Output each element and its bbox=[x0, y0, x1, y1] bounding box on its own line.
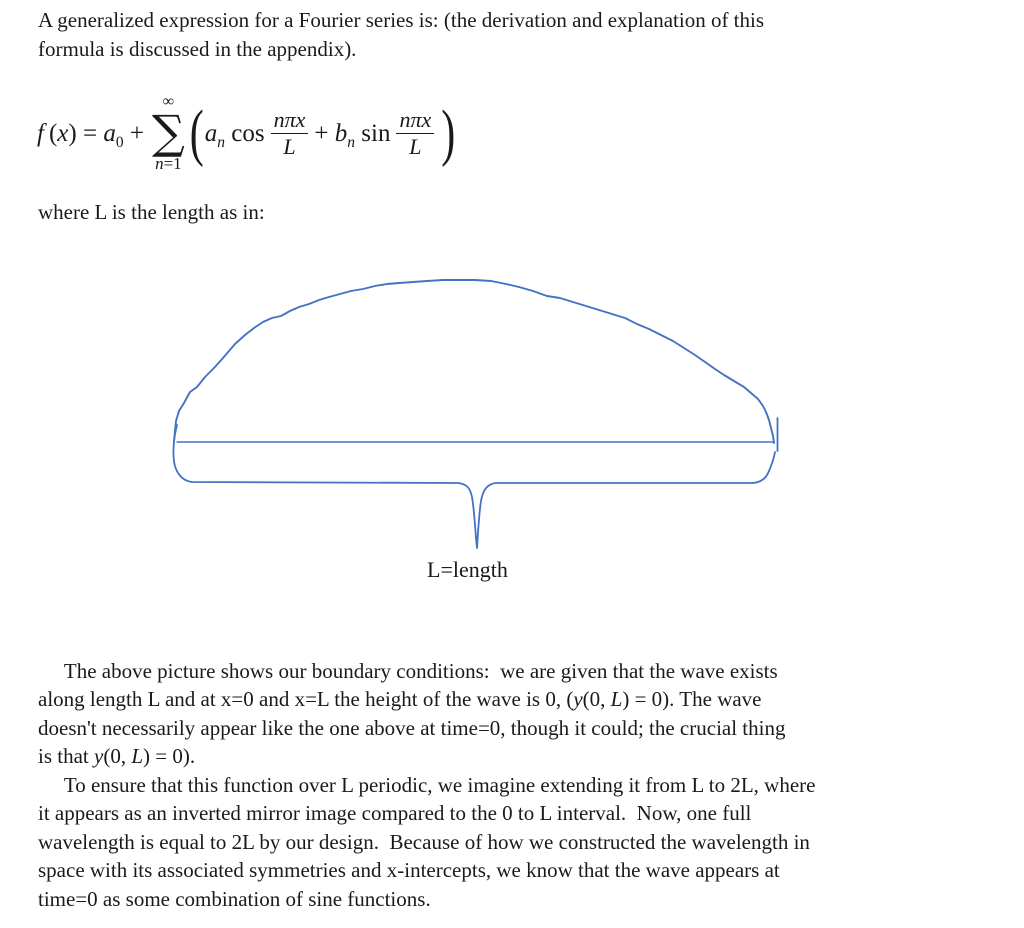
formula-lhs: f $(x) = a_0$ + bbox=[37, 119, 144, 151]
text-line: A generalized expression for a Fourier series is: (the derivation and explanation of this bbox=[38, 8, 765, 32]
formula-cos-term: $a_n$ cos bbox=[204, 119, 265, 151]
close-paren: ) bbox=[441, 99, 456, 168]
text-line: doesn't necessarily appear like the one above at time=0, though it could; the crucial thing bbox=[38, 715, 786, 740]
sigma-glyph: ∑ bbox=[151, 105, 185, 159]
boundary-conditions-paragraph bbox=[38, 657, 998, 771]
text-line: space with its associated symmetries and x-intercepts, we know that the wave appears at bbox=[38, 858, 780, 883]
wave-diagram bbox=[140, 250, 820, 560]
text-line: along length L and at x=0 and x=L the height of the wave is 0, (y(0, L) = 0). The wave bbox=[38, 687, 762, 712]
wave-arc bbox=[174, 280, 774, 443]
text-line: it appears as an inverted mirror image compared to the 0 to L interval. Now, one full bbox=[38, 801, 752, 826]
open-paren: ( bbox=[189, 99, 204, 168]
length-label: L=length bbox=[427, 557, 508, 582]
fraction-2 bbox=[396, 108, 434, 159]
text-line: formula is discussed in the appendix). bbox=[38, 37, 357, 61]
summation-symbol bbox=[152, 94, 185, 173]
text-line: To ensure that this function over L periodic, we imagine extending it from L to 2L, where bbox=[38, 773, 816, 797]
fraction-2-denominator: L bbox=[409, 134, 422, 159]
length-brace bbox=[173, 425, 775, 548]
text-line: is that y(0, L) = 0). bbox=[38, 744, 196, 769]
where-length-line: where L is the length as in: bbox=[38, 200, 265, 224]
fraction-1-denominator: L bbox=[283, 134, 296, 159]
fraction-1-numerator: nπx bbox=[271, 108, 309, 134]
fraction-2-numerator: nπx bbox=[396, 108, 434, 134]
intro-paragraph bbox=[38, 6, 998, 64]
fourier-series-formula bbox=[37, 94, 456, 173]
periodic-extension-paragraph bbox=[38, 771, 998, 913]
formula-sin-term: + $b_n$ sin bbox=[314, 119, 391, 151]
sum-lower-limit: n=1 bbox=[155, 154, 182, 173]
text-line: wavelength is equal to 2L by our design. Because of how we constructed the wavelength in bbox=[38, 829, 810, 854]
fraction-1 bbox=[271, 108, 309, 159]
sum-upper-limit: ∞ bbox=[162, 93, 175, 110]
text-line: time=0 as some combination of sine functions. bbox=[38, 886, 431, 911]
text-line: The above picture shows our boundary conditions: we are given that the wave exists bbox=[38, 659, 778, 683]
